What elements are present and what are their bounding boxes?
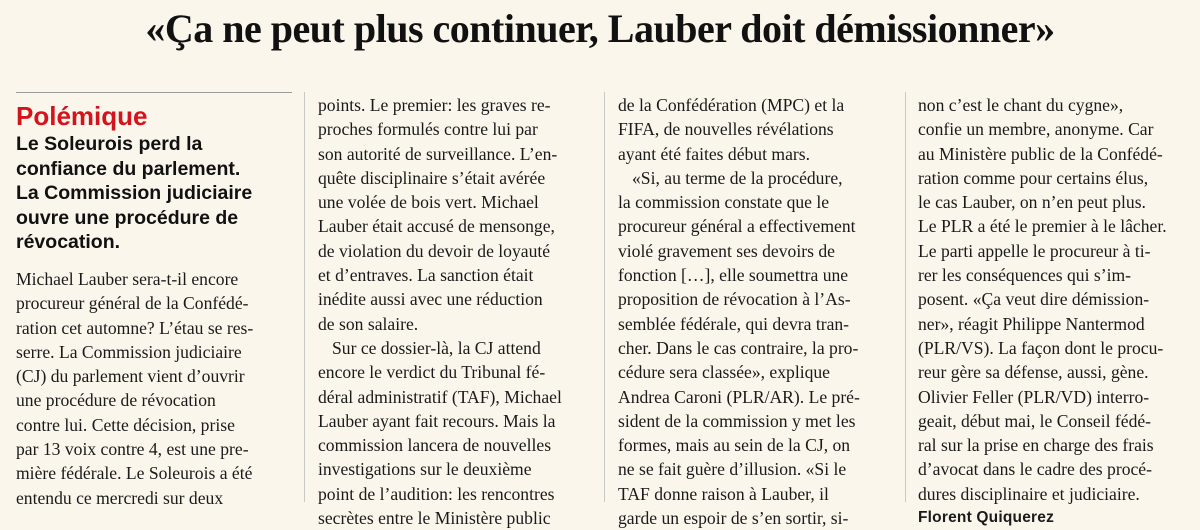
text-line: semblée fédérale, qui devra tran- [618,313,850,334]
text-line: secrètes entre le Ministère public [318,508,551,529]
text-line: au Ministère public de la Confédé- [918,143,1163,164]
text-line: violé gravement ses devoirs de [618,240,835,261]
text-line: garde un espoir de s’en sortir, si- [618,508,849,529]
text-line: par 13 voix contre 4, est une pre- [16,439,249,460]
text-line: «Si, au terme de la procédure, [632,167,843,188]
text-line: ration comme pour certains élus, [918,167,1149,188]
text-line: cédure sera classée», explique [618,362,830,383]
text-line: formes, mais au sein de la CJ, on [618,435,851,456]
text-line: dures disciplinaire et judiciaire. [918,483,1140,504]
text-line: la commission constate que le [618,192,830,213]
text-line: ral sur la prise en charge des frais [918,435,1154,456]
text-line: Lauber était accusé de mensonge, [318,216,555,237]
text-line: procureur général a effectivement [618,216,856,237]
text-line: ration cet automne? L’étau se res- [16,317,254,338]
text-line: reur gère sa défense, aussi, gène. [918,362,1149,383]
text-line: procureur général de la Confédé- [16,293,249,314]
lead-line: Le Soleurois perd la [16,133,203,155]
text-line: et d’entraves. La sanction était [318,265,534,286]
text-line: d’avocat dans le cadre des procé- [918,459,1152,480]
column-2-body [318,93,594,530]
lead-line: révocation. [16,231,121,253]
text-line: inédite aussi avec une réduction [318,289,543,310]
text-line: une volée de bois vert. Michael [318,192,539,213]
text-line: Le parti appelle le procureur à ti- [918,240,1151,261]
text-line: mière fédérale. Le Soleurois a été [16,463,253,484]
text-line: points. Le premier: les graves re- [318,95,551,115]
text-line: rer les conséquences qui s’im- [918,265,1132,286]
text-line: Le PLR a été le premier à le lâcher. [918,216,1167,237]
column-4-body [918,93,1194,530]
text-line: son autorité de surveillance. L’en- [318,143,558,164]
text-line: (PLR/VS). La façon dont le procu- [918,337,1164,358]
lead-line: confiance du parlement. [16,157,241,180]
text-line: Olivier Feller (PLR/VD) interro- [918,386,1150,407]
text-line: sident de la commission y met les [618,410,856,431]
text-line: confie un membre, anonyme. Car [918,119,1154,140]
text-line: quête disciplinaire s’était avérée [318,167,546,188]
text-line: commission lancera de nouvelles [318,435,552,456]
text-line: une procédure de révocation [16,390,216,411]
text-line: déral administratif (TAF), Michael [318,386,562,407]
column-divider [905,92,906,502]
kicker: Polémique [16,101,148,131]
text-line: (CJ) du parlement vient d’ouvrir [16,366,245,387]
column-top-rule [16,92,292,93]
text-line: Michael Lauber sera-t-il encore [16,269,239,289]
text-line: non c’est le chant du cygne», [918,95,1124,115]
text-line: ayant été faites début mars. [618,143,810,164]
text-line: ne se fait guère d’illusion. «Si le [618,459,847,480]
text-line: Andrea Caroni (PLR/AR). Le pré- [618,386,860,407]
column-3-body [618,93,894,530]
lead-line: ouvre une procédure de [16,206,239,229]
text-line: FIFA, de nouvelles révélations [618,119,834,140]
lead-paragraph [16,132,306,255]
text-line: le cas Lauber, on n’en peut plus. [918,192,1146,213]
text-line: Lauber ayant fait recours. Mais la [318,410,556,431]
text-line: point de l’audition: les rencontres [318,483,555,504]
text-line: de la Confédération (MPC) et la [618,95,845,115]
text-line: fonction […], elle soumettra une [618,265,849,286]
text-line: posent. «Ça veut dire démission- [918,289,1150,310]
text-line: Sur ce dossier-là, la CJ attend [332,337,541,358]
text-line: ner», réagit Philippe Nantermod [918,313,1145,334]
text-line: serre. La Commission judiciaire [16,341,242,362]
column-divider [604,92,605,502]
byline: Florent Quiquerez [918,509,1055,527]
text-line: proches formulés contre lui par [318,119,538,140]
column-1-body [16,267,292,510]
text-line: de violation du devoir de loyauté [318,240,551,261]
text-line: investigations sur le deuxième [318,459,532,480]
headline: «Ça ne peut plus continuer, Lauber doit démissionner» [145,6,1055,51]
text-line: TAF donne raison à Lauber, il [618,483,829,504]
text-line: de son salaire. [318,313,419,334]
text-line: contre lui. Cette décision, prise [16,414,235,435]
text-line: proposition de révocation à l’As- [618,289,851,310]
text-line: entendu ce mercredi sur deux [16,487,224,508]
lead-line: La Commission judiciaire [16,182,253,204]
text-line: encore le verdict du Tribunal fé- [318,362,546,383]
text-line: cher. Dans le cas contraire, la pro- [618,337,859,358]
text-line: geait, début mai, le Conseil fédé- [918,410,1152,431]
